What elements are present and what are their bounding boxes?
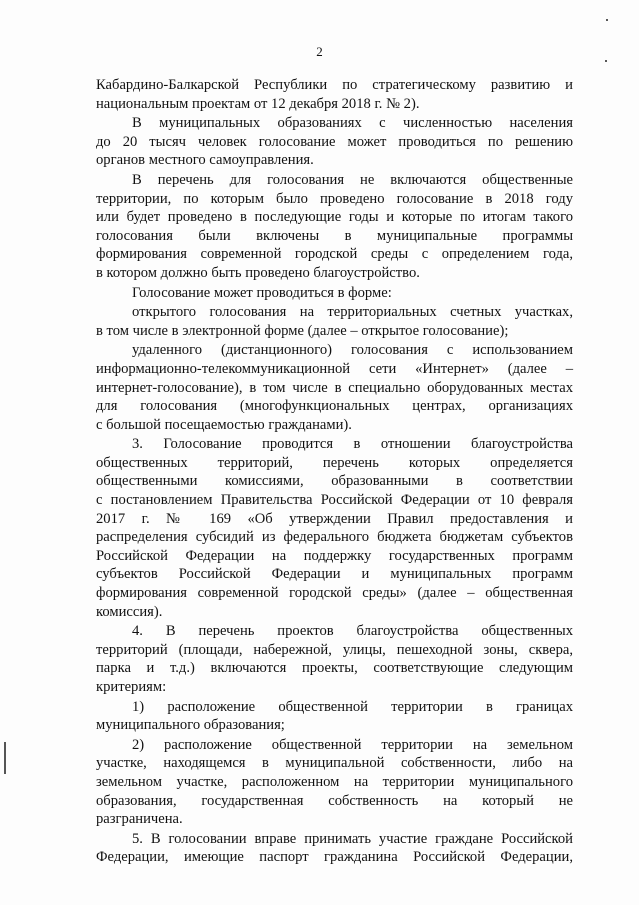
paragraph-7-line-6: распределения субсидий из федерального бюджета бюджетам субъектов (96, 529, 573, 546)
paragraph-8-line-3: парка и т.д.) включаются проекты, соответствующие следующим (96, 660, 573, 677)
paragraph-7-line-7: Российской Федерации на поддержку государственных программ (96, 547, 573, 564)
scan-edge-mark (4, 742, 6, 774)
paragraph-7-line-4: с постановлением Правительства Российской Федерации от 10 февраля (96, 492, 573, 509)
paragraph-2-line-2: до 20 тысяч человек голосование может проводиться по решению (96, 133, 573, 150)
paragraph-6-line-2: информационно-телекоммуникационной сети «Интернет» (далее – (96, 360, 573, 377)
scan-speck (605, 60, 607, 62)
paragraph-7-line-5: 2017 г. № 169 «Об утверждении Правил предоставления и (96, 510, 573, 527)
paragraph-10-line-3: земельном участке, расположенном на территории муниципального (96, 773, 573, 790)
paragraph-3-line-3: или будет проведено в последующие годы и которые по итогам такого (96, 209, 573, 226)
paragraph-7-line-10: комиссия). (96, 603, 163, 620)
paragraph-5-line-2: в том числе в электронной форме (далее – открытое голосование); (96, 322, 509, 339)
paragraph-7-line-1: 3. Голосование проводится в отношении благоустройства (132, 436, 573, 453)
paragraph-10-line-2: участке, находящемся в муниципальной собственности, либо на (96, 755, 573, 772)
page-number: 2 (316, 44, 323, 59)
paragraph-8-line-4: критериям: (96, 679, 167, 695)
paragraph-11-line-2: Федерации, имеющие паспорт гражданина Российской Федерации, (96, 849, 573, 866)
paragraph-1-line-2: национальным проектам от 12 декабря 2018 г. № 2). (96, 95, 420, 112)
paragraph-10-line-1: 2) расположение общественной территории на земельном (132, 736, 573, 753)
paragraph-10-line-4: образования, государственная собственность на который не (96, 792, 573, 809)
paragraph-11-line-1: 5. В голосовании вправе принимать участие граждане Российской (132, 830, 573, 847)
paragraph-6-line-5: с большой посещаемостью гражданами). (96, 416, 352, 433)
paragraph-2-line-3: органов местного самоуправления. (96, 152, 314, 169)
paragraph-7-line-3: общественными комиссиями, образованными в соответствии (96, 473, 573, 490)
paragraph-3-line-1: В перечень для голосования не включаются общественные (132, 171, 573, 188)
paragraph-8-line-2: территорий (площади, набережной, улицы, пешеходной зоны, сквера, (96, 641, 573, 658)
paragraph-9-line-1: 1) расположение общественной территории в границах (132, 698, 573, 715)
paragraph-4-line-1: Голосование может проводиться в форме: (132, 284, 392, 301)
paragraph-10-line-5: разграничена. (96, 811, 183, 828)
paragraph-7-line-9: формирования современной городской среды» (далее – общественная (96, 585, 573, 602)
document-body (96, 76, 573, 867)
paragraph-3-line-4: голосования были включены в муниципальные программы (96, 227, 573, 244)
paragraph-2-line-1: В муниципальных образованиях с численностью населения (132, 115, 573, 132)
paragraph-3-line-6: в котором должно быть проведено благоустройство. (96, 264, 420, 281)
paragraph-6-line-1: удаленного (дистанционного) голосования с использованием (132, 342, 573, 359)
paragraph-1-line-1: Кабардино-Балкарской Республики по стратегическому развитию и (96, 77, 573, 93)
scan-speck (606, 19, 608, 21)
paragraph-7-line-8: субъектов Российской Федерации и муниципальных программ (96, 566, 573, 583)
paragraph-8-line-1: 4. В перечень проектов благоустройства общественных (132, 623, 573, 640)
paragraph-3-line-5: формирования современной городской среды с определением года, (96, 246, 573, 263)
paragraph-9-line-2: муниципального образования; (96, 717, 285, 734)
paragraph-6-line-3: интернет-голосование), в том числе в специально оборудованных местах (96, 379, 573, 396)
paragraph-6-line-4: для голосования (многофункциональных центрах, организациях (96, 398, 573, 415)
paragraph-3-line-2: территории, по которым было проведено голосование в 2018 году (96, 190, 573, 207)
paragraph-7-line-2: общественных территорий, перечень которых определяется (96, 454, 573, 471)
paragraph-5-line-1: открытого голосования на территориальных счетных участках, (132, 304, 573, 321)
